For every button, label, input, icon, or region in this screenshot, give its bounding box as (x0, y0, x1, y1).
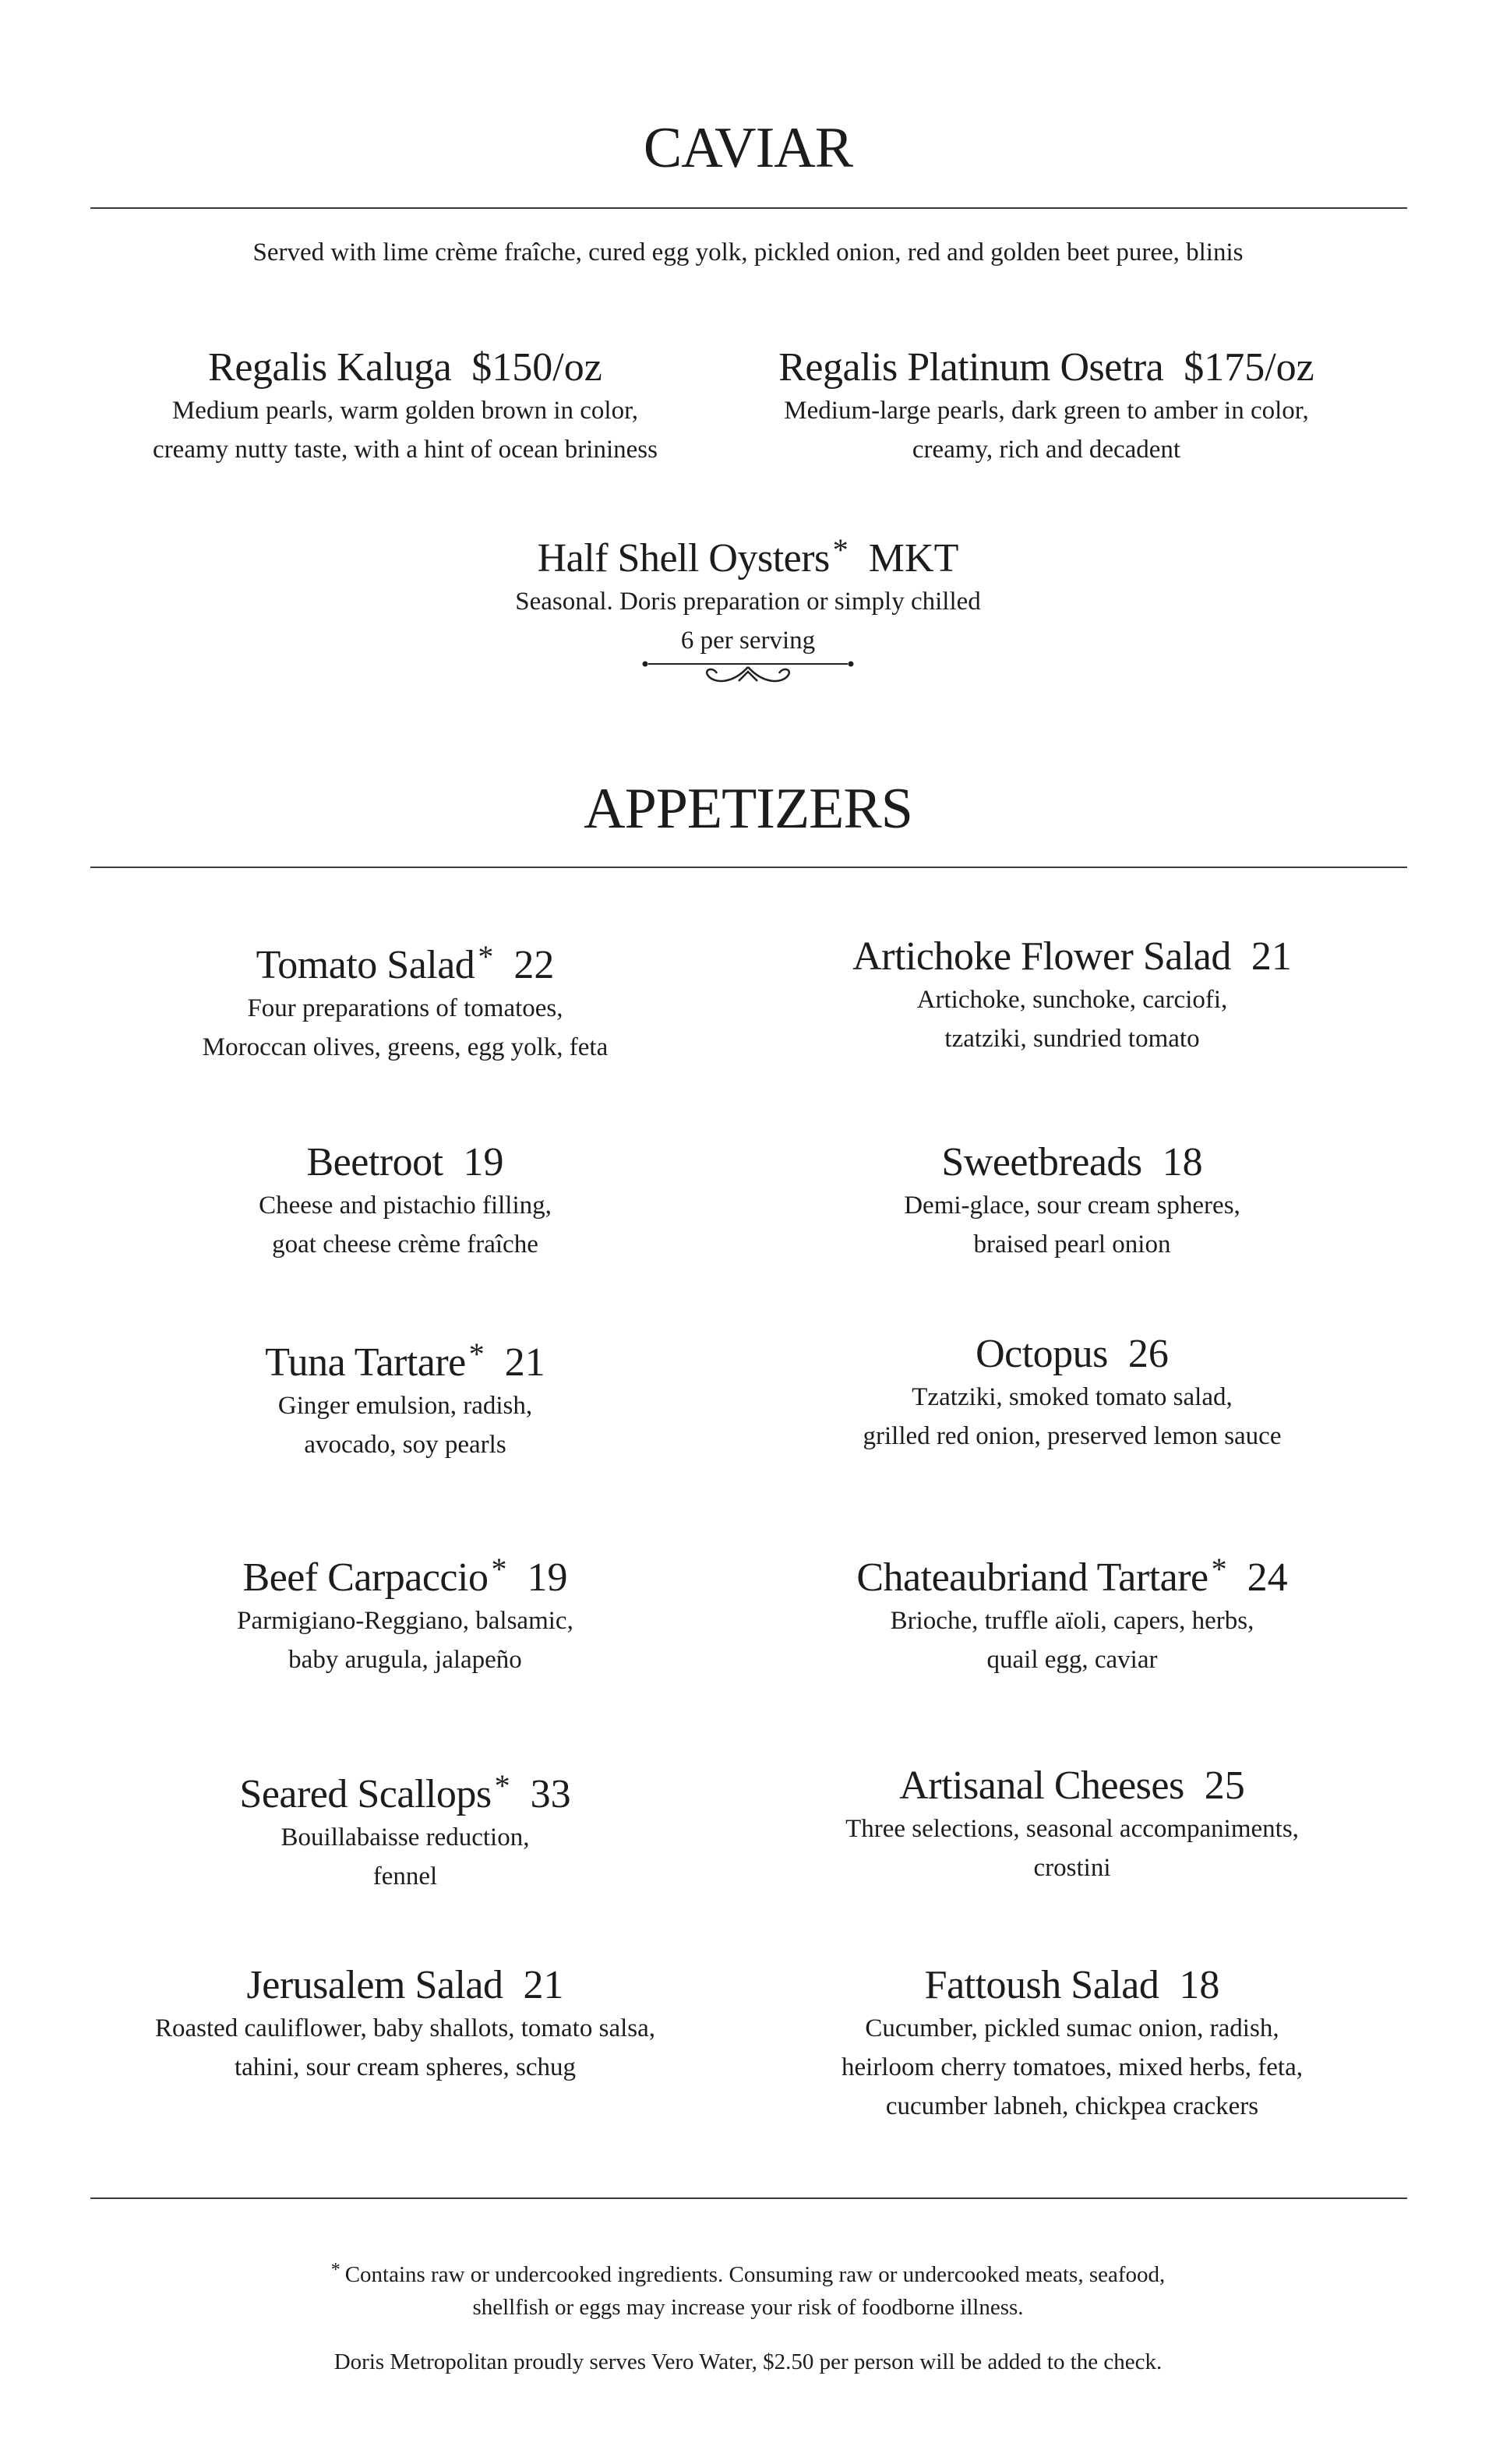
item-name: Regalis Platinum Osetra (778, 345, 1164, 390)
item-description: Bouillabaisse reduction, (280, 1823, 530, 1852)
item-description: fennel (372, 1862, 438, 1890)
warning-line: Contains raw or undercooked ingredients. Consuming raw or undercooked meats, seafood, (344, 2262, 1166, 2287)
item-name: Seared Scallops (239, 1772, 492, 1816)
item-name: Regalis Kaluga (208, 345, 452, 390)
item-name: Artisanal Cheeses (899, 1763, 1184, 1808)
item-name: Fattoush Salad (924, 1963, 1159, 2007)
item-price: 26 (1127, 1332, 1169, 1376)
caviar-item-oysters (397, 527, 1099, 660)
item-description: Ginger emulsion, radish, (277, 1392, 533, 1420)
item-description: heirloom cherry tomatoes, mixed herbs, feta, (842, 2053, 1303, 2081)
item-name: Chateaubriand Tartare (856, 1555, 1208, 1600)
item-description: Medium pearls, warm golden brown in color, (171, 397, 639, 425)
menu-item (55, 934, 756, 1067)
raw-notice-star: * (832, 532, 849, 567)
warning-line: shellfish or eggs may increase your risk of foodborne illness. (472, 2295, 1024, 2320)
item-description: 6 per serving (680, 627, 816, 655)
menu-item (722, 934, 1423, 1058)
item-price: 33 (530, 1772, 571, 1816)
menu-item (55, 1546, 756, 1679)
menu-item (55, 1139, 756, 1264)
caviar-intro: Served with lime crème fraîche, cured egg yolk, pickled onion, red and golden beet puree, blinis (252, 238, 1244, 267)
caviar-item-osetra (696, 344, 1397, 469)
raw-notice-star: * (491, 1551, 507, 1587)
menu-item (55, 1962, 756, 2087)
water-charge-note: Doris Metropolitan proudly serves Vero Water, $2.50 per person will be added to the check. (333, 2349, 1163, 2374)
item-description: Parmigiano-Reggiano, balsamic, (237, 1607, 573, 1635)
item-description: tzatziki, sundried tomato (944, 1025, 1200, 1053)
flourish-ornament-icon (639, 653, 857, 692)
item-price: 18 (1162, 1140, 1203, 1184)
raw-notice-star: * (478, 939, 494, 974)
appetizers-heading: APPETIZERS (584, 777, 912, 841)
caviar-item-kaluga (55, 344, 756, 469)
item-name: Half Shell Oysters (537, 536, 830, 581)
item-description: tahini, sour cream spheres, schug (234, 2053, 577, 2081)
item-name: Jerusalem Salad (246, 1963, 503, 2007)
menu-item (55, 1331, 756, 1464)
item-price: 18 (1179, 1963, 1220, 2007)
menu-item (722, 1763, 1423, 1887)
item-name: Tomato Salad (256, 943, 475, 987)
item-price: 19 (527, 1555, 568, 1600)
item-price: 25 (1204, 1763, 1245, 1808)
item-name: Artichoke Flower Salad (852, 934, 1231, 979)
item-description: baby arugula, jalapeño (288, 1646, 522, 1674)
item-name: Tuna Tartare (265, 1340, 466, 1385)
item-description: Seasonal. Doris preparation or simply chilled (515, 588, 981, 616)
item-price: MKT (868, 536, 959, 581)
item-description: quail egg, caviar (986, 1646, 1158, 1674)
raw-notice-star: * (468, 1336, 485, 1371)
item-description: Cheese and pistachio filling, (259, 1191, 552, 1220)
item-description: Tzatziki, smoked tomato salad, (912, 1383, 1233, 1411)
item-description: creamy, rich and decadent (912, 436, 1181, 464)
item-price: $175/oz (1184, 345, 1314, 390)
item-description: Moroccan olives, greens, egg yolk, feta (202, 1033, 609, 1061)
item-description: Medium-large pearls, dark green to amber in color, (784, 397, 1309, 425)
item-price: 21 (1251, 934, 1292, 979)
item-description: Four preparations of tomatoes, (247, 994, 563, 1022)
item-description: Cucumber, pickled sumac onion, radish, (865, 2014, 1279, 2042)
item-description: Three selections, seasonal accompaniments, (845, 1815, 1299, 1843)
menu-item (722, 1962, 1423, 2126)
item-description: Roasted cauliflower, baby shallots, tomato salsa, (154, 2014, 656, 2042)
item-price: 19 (463, 1140, 504, 1184)
item-price: 24 (1247, 1555, 1288, 1600)
item-description: crostini (1033, 1854, 1111, 1882)
item-description: creamy nutty taste, with a hint of ocean brininess (153, 436, 658, 464)
menu-item (722, 1331, 1423, 1456)
item-name: Octopus (976, 1332, 1108, 1376)
item-price: 21 (523, 1963, 564, 2007)
footer-divider (90, 2197, 1407, 2199)
item-description: avocado, soy pearls (304, 1431, 506, 1459)
appetizers-divider (90, 867, 1407, 868)
menu-item (55, 1763, 756, 1896)
item-price: 21 (504, 1340, 545, 1385)
menu-item (722, 1139, 1423, 1264)
item-description: goat cheese crème fraîche (272, 1230, 538, 1258)
caviar-heading: CAVIAR (643, 116, 853, 180)
raw-notice-star: * (1211, 1551, 1227, 1587)
raw-food-warning (0, 2254, 1496, 2324)
item-description: braised pearl onion (973, 1230, 1171, 1258)
raw-notice-star: * (494, 1768, 510, 1803)
item-description: Demi-glace, sour cream spheres, (904, 1191, 1240, 1220)
raw-notice-star: * (330, 2260, 340, 2280)
item-name: Sweetbreads (941, 1140, 1142, 1184)
item-price: $150/oz (471, 345, 602, 390)
item-description: Brioche, truffle aïoli, capers, herbs, (890, 1607, 1254, 1635)
item-description: grilled red onion, preserved lemon sauce (863, 1422, 1282, 1450)
item-description: Artichoke, sunchoke, carciofi, (916, 986, 1228, 1014)
menu-item (722, 1546, 1423, 1679)
caviar-divider (90, 207, 1407, 209)
item-name: Beef Carpaccio (242, 1555, 489, 1600)
item-name: Beetroot (306, 1140, 443, 1184)
item-price: 22 (513, 943, 555, 987)
item-description: cucumber labneh, chickpea crackers (885, 2092, 1259, 2120)
